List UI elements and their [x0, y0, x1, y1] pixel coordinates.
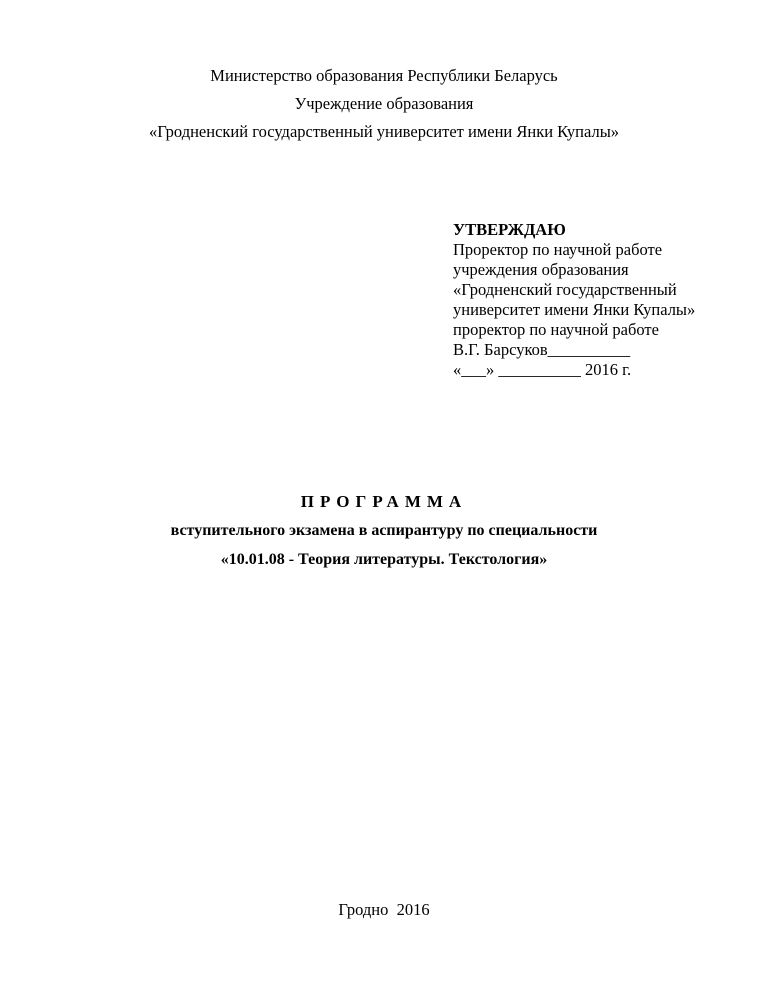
place-and-year: Гродно 2016 — [338, 900, 430, 919]
ministry-name: Министерство образования Республики Беларусь — [210, 66, 558, 85]
approval-line: учреждения образования — [453, 260, 629, 279]
university-name: «Гродненский государственный университет имени Янки Купалы» — [148, 122, 620, 141]
program-specialty: «10.01.08 - Теория литературы. Текстология» — [220, 551, 548, 568]
approval-date-line: «___» __________ 2016 г. — [453, 360, 632, 379]
approval-block — [453, 220, 753, 380]
approval-signature-line: В.Г. Барсуков__________ — [453, 340, 631, 359]
approval-line: проректор по научной работе — [453, 320, 659, 339]
program-title: ПРОГРАММА — [300, 492, 468, 511]
program-subtitle: вступительного экзамена в аспирантуру по специальности — [170, 522, 598, 539]
institution-type: Учреждение образования — [294, 94, 474, 113]
institution-header — [0, 62, 768, 146]
program-heading — [0, 488, 768, 574]
approval-line: Проректор по научной работе — [453, 240, 663, 259]
approval-line: университет имени Янки Купалы» — [453, 300, 696, 319]
approval-title: УТВЕРЖДАЮ — [453, 220, 566, 239]
approval-line: «Гродненский государственный — [453, 280, 677, 299]
